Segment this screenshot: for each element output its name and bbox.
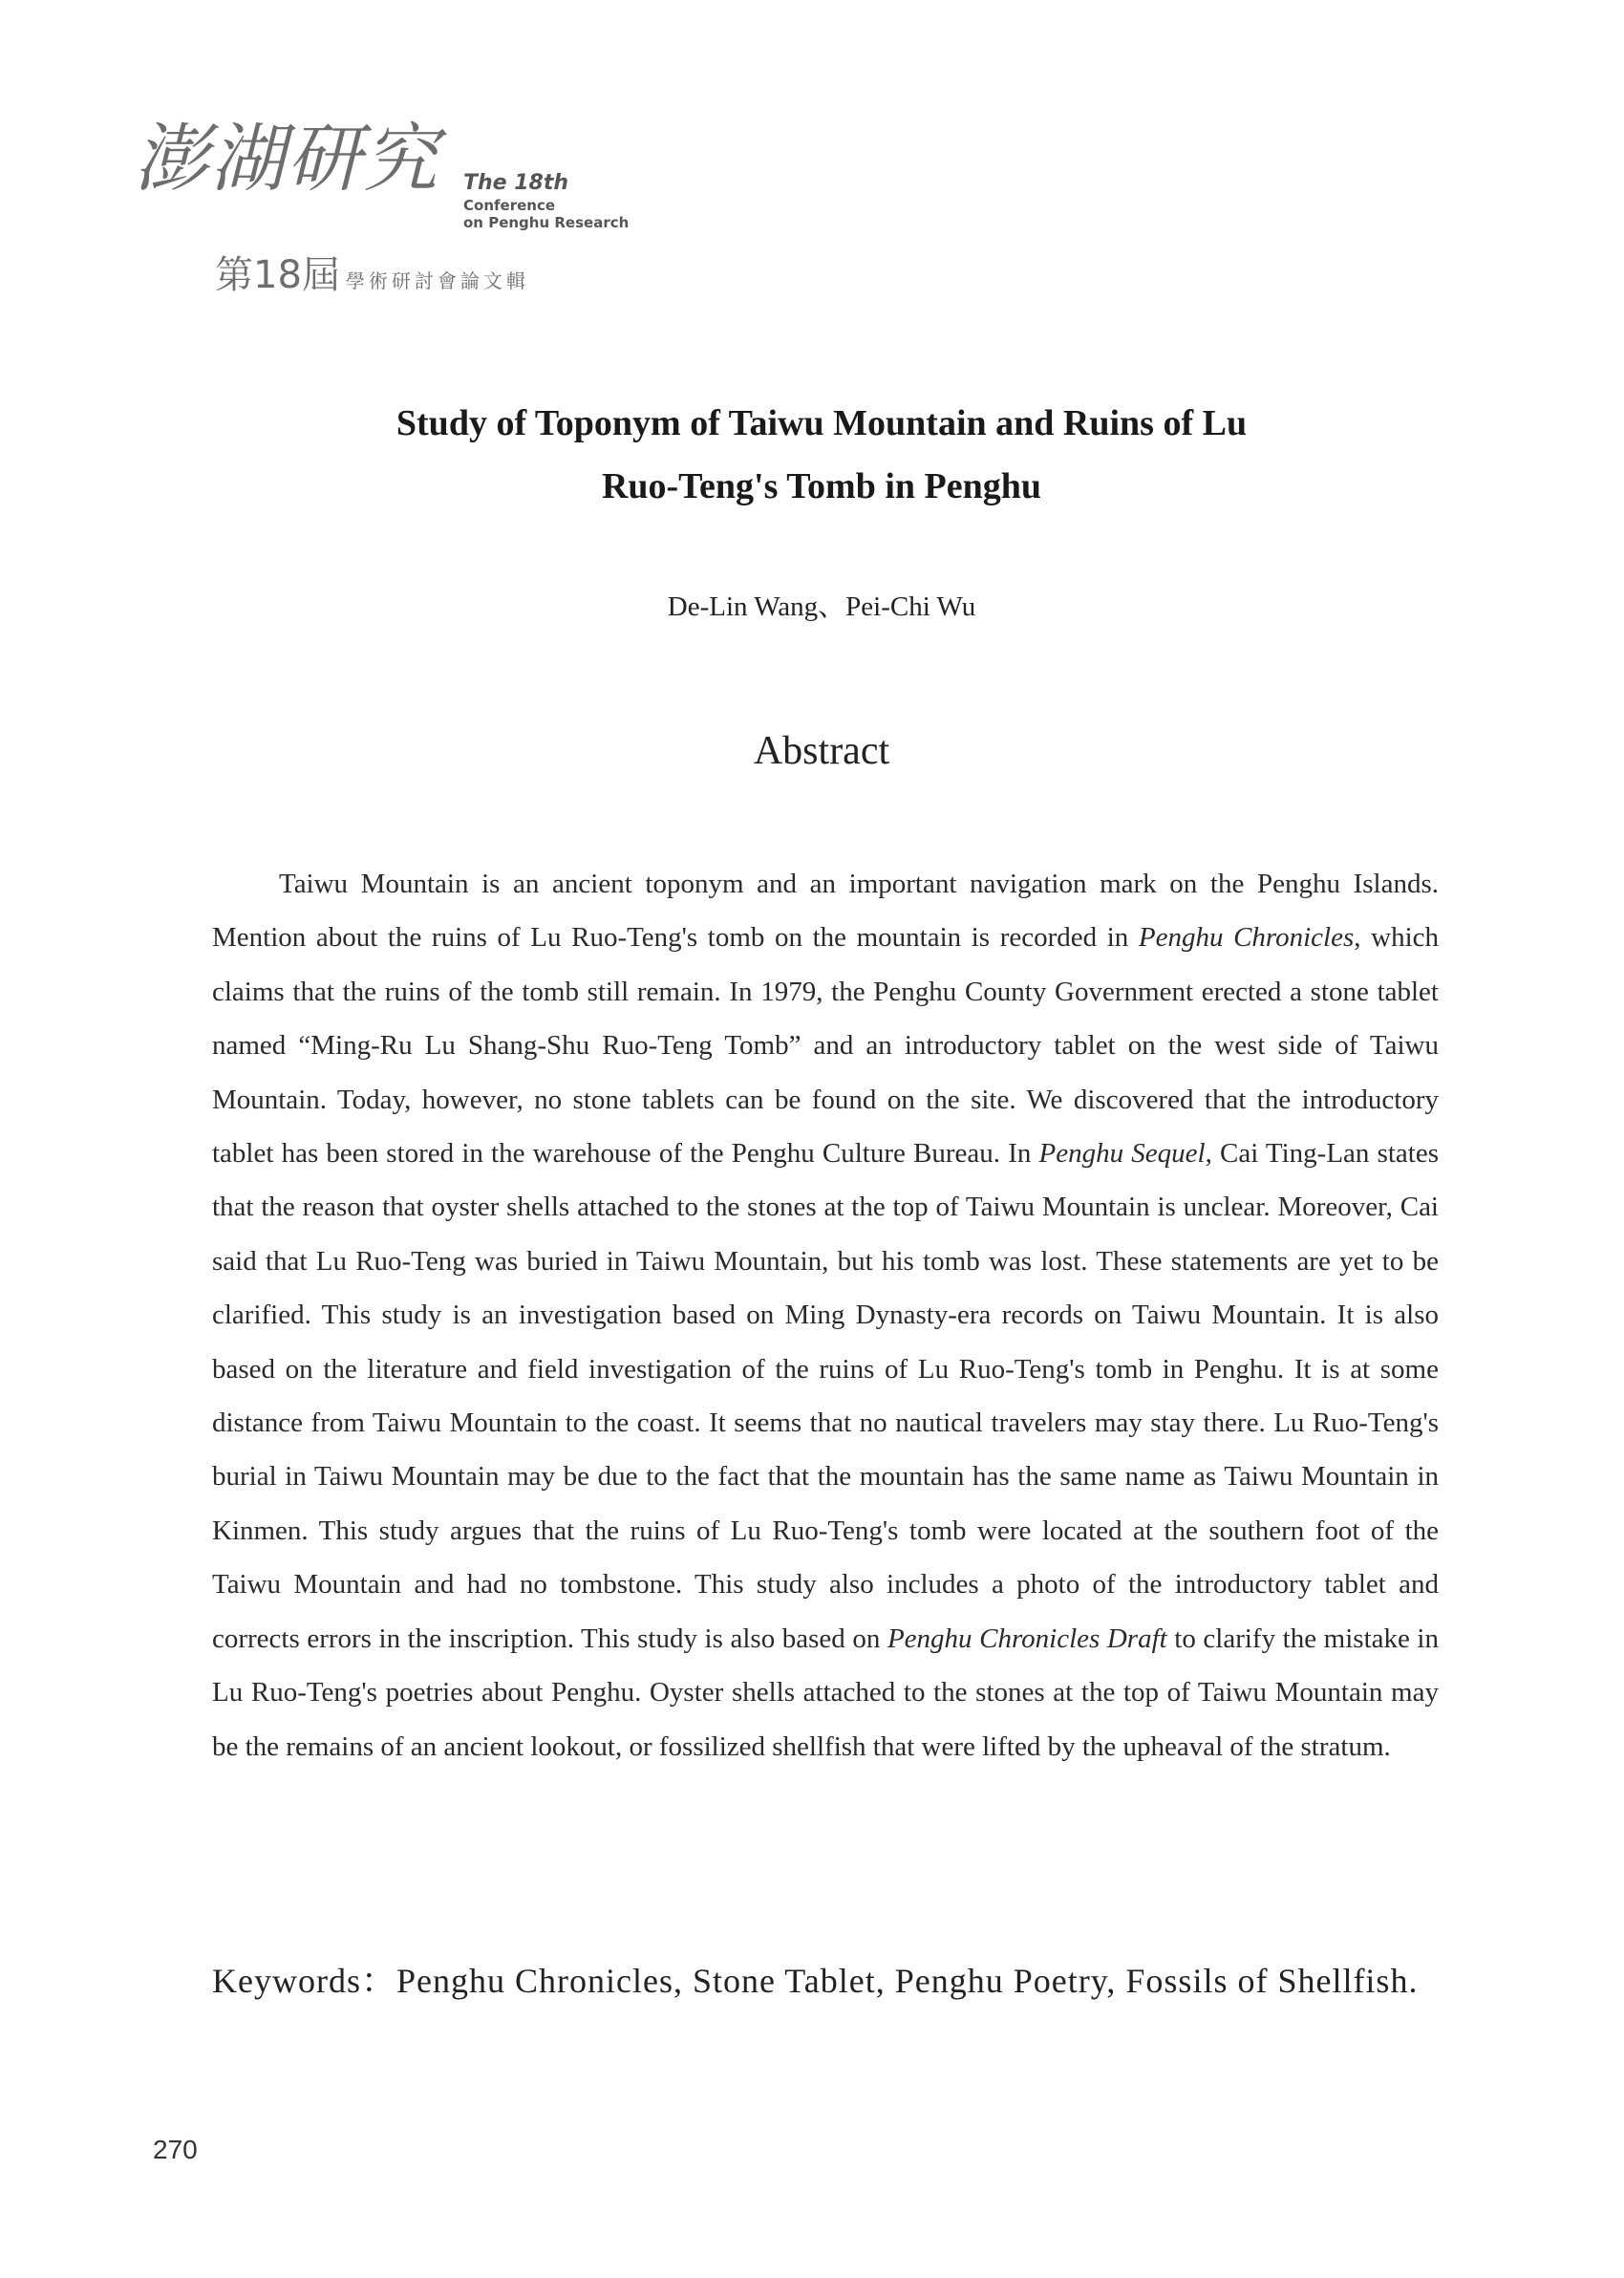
conference-logo <box>134 117 650 304</box>
abstract-heading: Abstract <box>753 729 890 773</box>
page-number: 270 <box>153 2135 198 2164</box>
logo-english-block <box>463 170 629 232</box>
keywords-list: Penghu Chronicles, Stone Tablet, Penghu Poetry, Fossils of Shellfish. <box>395 1962 1419 2000</box>
logo-edition-sub-cjk: 學術研討會論文輯 <box>345 269 529 292</box>
abstract-text-4: to clarify the mistake in Lu Ruo-Teng's poetries about Penghu. Oyster shells attached to the stones at the top of Taiwu Mountain may be the remains of an ancient lookout, or fossilized shellfish that were lifted by the upheaval of the stratum. <box>212 1623 1439 1762</box>
paper-title-line1: Study of Toponym of Taiwu Mountain and Ruins of Lu <box>395 403 1248 443</box>
abstract-body <box>212 857 1439 1773</box>
abstract-title-penghu-sequel: Penghu Sequel <box>1038 1138 1206 1170</box>
logo-journal-cjk: 澎湖研究 <box>134 117 440 203</box>
logo-conference-en: Conference <box>463 196 556 214</box>
keywords-label: Keywords： <box>212 1962 396 2000</box>
abstract-title-penghu-chronicles: Penghu Chronicles <box>1138 922 1355 954</box>
logo-subtitle-en: on Penghu Research <box>463 214 630 232</box>
keywords <box>212 1955 1439 2008</box>
paper-title-line2: Ruo-Teng's Tomb in Penghu <box>601 466 1042 506</box>
paper-authors: De-Lin Wang、Pei-Chi Wu <box>667 591 976 622</box>
abstract-title-penghu-chronicles-draft: Penghu Chronicles Draft <box>887 1623 1167 1654</box>
logo-edition-en: The 18th <box>463 171 569 195</box>
logo-edition-block <box>215 245 529 299</box>
abstract-text-1: Taiwu Mountain is an ancient toponym and an important navigation mark on the Penghu Islands. Mention about the ruins of Lu Ruo-Teng's tomb on the mountain is recorded in <box>212 869 1439 954</box>
abstract-text-3: , Cai Ting-Lan states that the reason that oyster shells attached to the stones at the top of Taiwu Mountain is unclear. Moreover, Cai said that Lu Ruo-Teng was buried in Taiwu Mountain, but his tomb was lost. These statements are yet to be clarified. This study is an investigation based on Ming Dynasty-era records on Taiwu Mountain. It is also based on the literature and field investigation of the ruins of Lu Ruo-Teng's tomb in Penghu. It is at some distance from Taiwu Mountain to the coast. It seems that no nautical travelers may stay there. Lu Ruo-Teng's burial in Taiwu Mountain may be due to the fact that the mountain has the same name as Taiwu Mountain in Kinmen. This study argues that the ruins of Lu Ruo-Teng's tomb were located at the southern foot of the Taiwu Mountain and had no tombstone. This study also includes a photo of the introductory tablet and corrects errors in the inscription. This study is also based on <box>212 1138 1440 1654</box>
logo-edition-cjk: 第18屆 <box>215 253 340 297</box>
abstract-text-2: , which claims that the ruins of the tomb still remain. In 1979, the Penghu County Government erected a stone tablet named “Ming-Ru Lu Shang-Shu Ruo-Teng Tomb” and an introductory tablet on the west side of Taiwu Mountain. Today, however, no stone tablets can be found on the site. We discovered that the introductory tablet has been stored in the warehouse of the Penghu Culture Bureau. In <box>212 922 1440 1170</box>
paper-title <box>191 392 1452 518</box>
